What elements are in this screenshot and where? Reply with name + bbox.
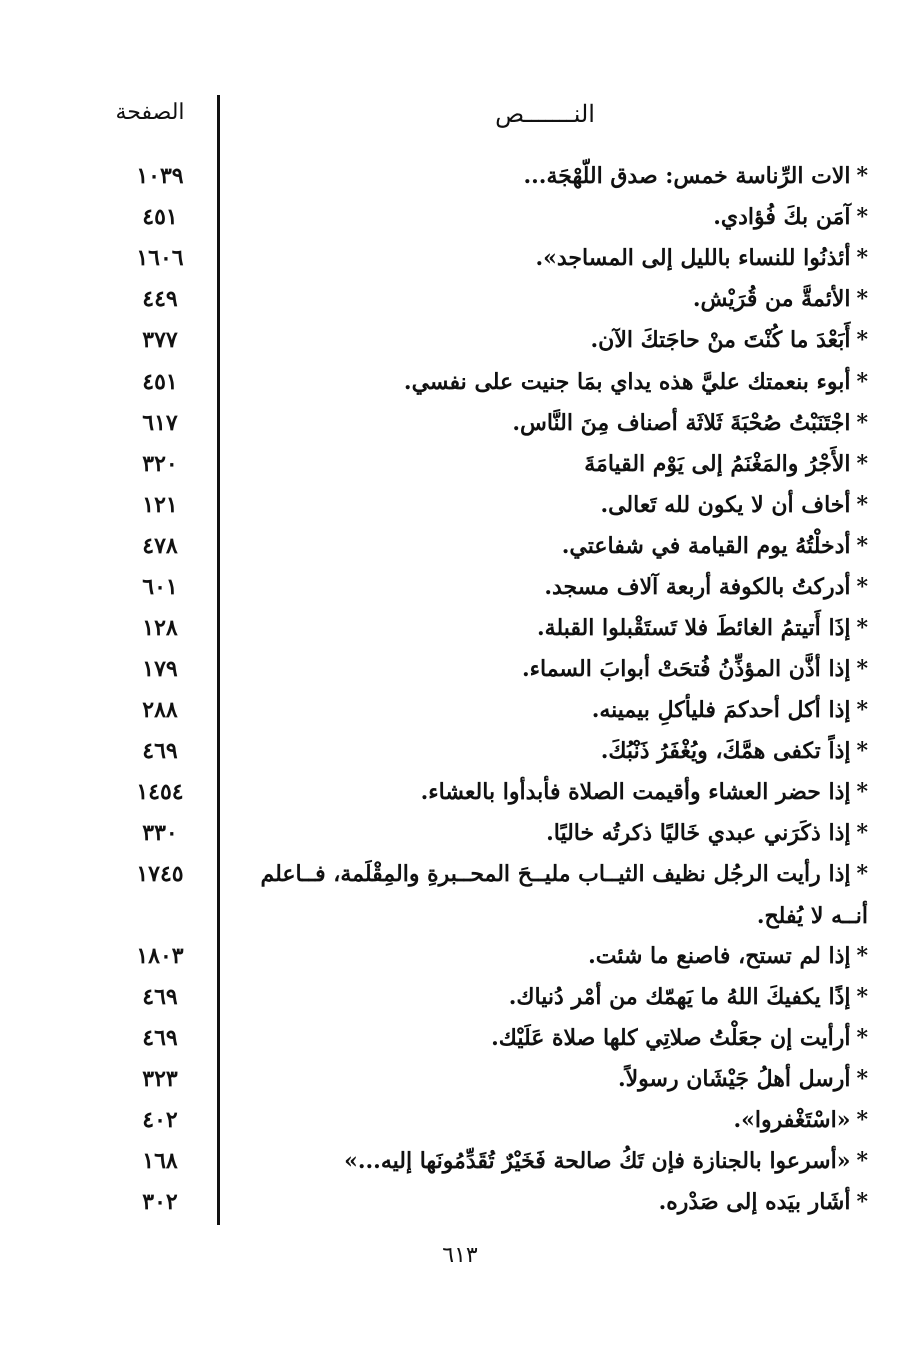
bullet-star-icon: * [856,327,868,353]
bullet-star-icon: * [856,492,868,518]
entry-page: ١٢٨ [142,615,178,641]
bullet-star-icon: * [856,410,868,436]
entry-page: ٤٦٩ [142,738,178,764]
entry-page: ٤٥١ [142,204,178,230]
bullet-star-icon: * [856,779,868,805]
bullet-star-icon: * [856,615,868,641]
entry-page: ٣٠٢ [142,1189,178,1215]
entry-page: ٣٣٠ [142,820,178,846]
header-page-label: الصفحة [115,100,185,125]
bullet-star-icon: * [856,204,868,230]
entry-text: إذا ذكَرَني عبدي خَاليًا ذكرتُه خاليًا. [546,820,851,846]
entry-text: إذا أكل أحدكمَ فليأكلِ بيمينه. [591,697,851,723]
entry-page: ١٠٣٩ [136,163,184,189]
header-text-label: النـــــــص [495,100,595,128]
entry-text: إذا حضر العشاء وأقيمت الصلاة فأبدأوا بالعشاء. [420,779,851,805]
entry-page: ٣٧٧ [142,327,178,353]
bullet-star-icon: * [856,984,868,1010]
entry-text: أئذنُوا للنساء بالليل إلى المساجد». [535,245,851,271]
entry-page: ١٦٨ [142,1148,178,1174]
entry-text: الأَجْرُ والمَغْنَمُ إلى يَوْم القيامَةَ [584,451,851,477]
entry-text: إذاً تكفى همَّكَ، ويُغْفَرُ ذَنْبُكَ. [600,738,851,764]
entry-page: ٤٧٨ [142,533,178,559]
entry-text: أَبَعْدَ ما كُنْتَ منْ حاجَتكَ الآن. [590,327,851,353]
bullet-star-icon: * [856,369,868,395]
bullet-star-icon: * [856,1189,868,1215]
bullet-star-icon: * [856,451,868,477]
entry-text: آمَن بكَ فُؤادي. [713,204,851,230]
bullet-star-icon: * [856,656,868,682]
entry-text: أدخلْتُهُ يوم القيامة في شفاعتي. [561,533,851,559]
bullet-star-icon: * [856,286,868,312]
bullet-star-icon: * [856,738,868,764]
entry-page: ١٦٠٦ [136,245,184,271]
entry-page: ٤٤٩ [142,286,178,312]
entry-text: أرسل أهلُ جَيْشَان رسولاً. [617,1066,851,1092]
entry-text: أدركتُ بالكوفة أربعة آلاف مسجد. [544,574,851,600]
entry-text: أرأيت إن جعَلْتُ صلاتِي كلها صلاة عَلَيْك. [491,1025,851,1051]
bullet-star-icon: * [856,861,868,887]
entry-page: ١٤٥٤ [136,779,184,805]
bullet-star-icon: * [856,533,868,559]
entry-page: ١٢١ [142,492,178,518]
entry-text: إذًا يكفيكَ اللهُ ما يَهمّك من أمْر دُنياك. [508,984,851,1010]
entry-page: ٤٦٩ [142,984,178,1010]
bullet-star-icon: * [856,163,868,189]
entry-text: أشَار بيَده إلى صَدْره. [658,1189,851,1215]
entry-text: إذا رأيت الرجُل نظيف الثيــاب مليــحَ المحــبرةِ والمِقْلَمة، فــاعلم أنــه لا يُفلح. [260,861,868,929]
bullet-star-icon: * [856,697,868,723]
bullet-star-icon: * [856,574,868,600]
entry-text: الأئمةَّ من قُرَيْش. [692,286,851,312]
bullet-star-icon: * [856,943,868,969]
bullet-star-icon: * [856,1107,868,1133]
entry-text: «اسْتَغْفروا». [733,1107,851,1133]
entry-text: إذا لم تستح، فاصنع ما شئت. [588,943,851,969]
entry-text: أخاف أن لا يكون لله تَعالى. [600,492,851,518]
entry-page: ١٨٠٣ [136,943,184,969]
entry-text: إذَا أَتيتمُ الغائطَ فلا تَستَقْبلوا القبلة. [536,615,851,641]
bullet-star-icon: * [856,1066,868,1092]
entry-page: ٤٠٢ [142,1107,178,1133]
bullet-star-icon: * [856,1025,868,1051]
bullet-star-icon: * [856,820,868,846]
bullet-star-icon: * [856,1148,868,1174]
entry-page: ٤٦٩ [142,1025,178,1051]
entry-page: ٤٥١ [142,369,178,395]
page-number: ٦١٣ [442,1243,478,1268]
entry-page: ١٧٩ [142,656,178,682]
entry-text: اجْتَنَبْتُ صُحْبَةَ ثَلاثَة أصناف مِنَ النَّاس. [512,410,851,436]
entry-page: ٦١٧ [142,410,178,436]
entry-text: «أسرعوا بالجنازة فإن تَكُ صالحة فَخَيْرٌ تُقَدِّمُونَها إليه...» [344,1148,851,1174]
entry-page: ١٧٤٥ [136,861,184,887]
bullet-star-icon: * [856,245,868,271]
entry-text: الات الرِّناسة خمس: صدق اللّهْجَة... [523,163,851,189]
entry-text: أبوء بنعمتك عليَّ هذه يداي بمَا جنيت على نفسي. [403,369,851,395]
entry-text: إذا أذَّن المؤذِّنُ فُتحَتْ أبوابَ السماء. [521,656,851,682]
entry-page: ٢٨٨ [142,697,178,723]
entry-page: ٣٢٣ [142,1066,178,1092]
entry-page: ٦٠١ [142,574,178,600]
entry-page: ٣٢٠ [142,451,178,477]
